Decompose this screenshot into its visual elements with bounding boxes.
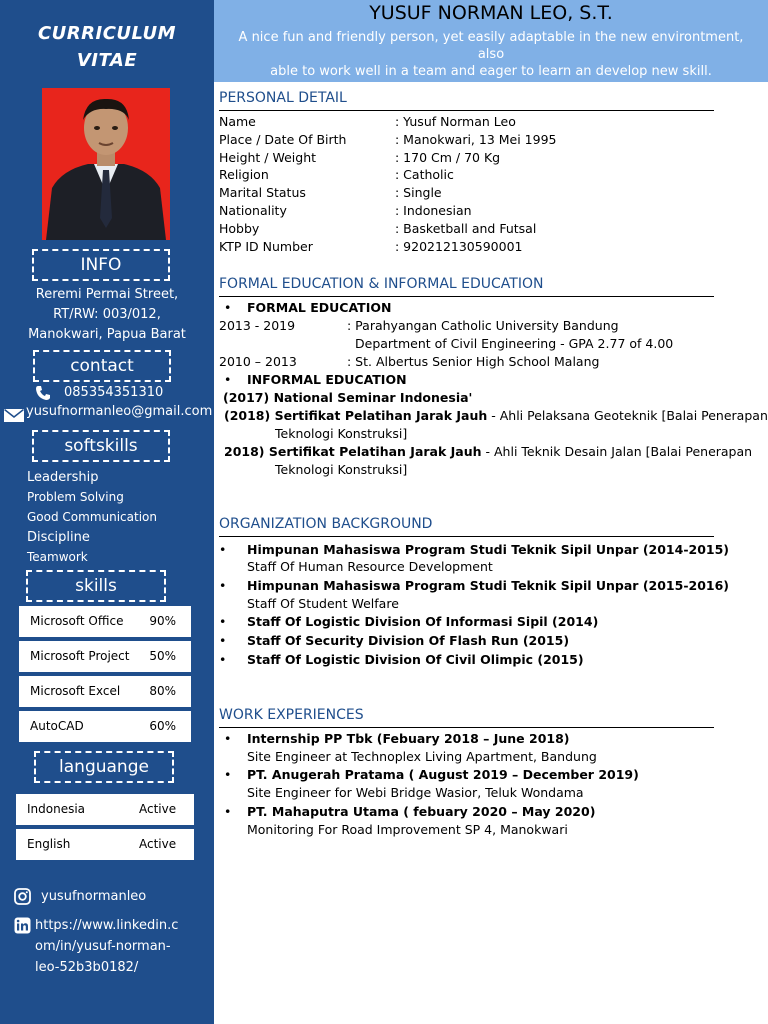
email-row[interactable] bbox=[4, 402, 214, 422]
informal-item-continuation: Teknologi Konstruksi] bbox=[275, 426, 408, 441]
detail-label: Religion bbox=[219, 167, 269, 182]
softskill-item: Problem Solving bbox=[27, 490, 124, 504]
detail-value: : Catholic bbox=[395, 167, 454, 182]
instagram-icon bbox=[14, 888, 31, 905]
skill-bar bbox=[19, 676, 191, 707]
informal-item-detail: - Ahli Pelaksana Geoteknik [Balai Penerapan bbox=[487, 408, 768, 423]
sidebar bbox=[0, 0, 214, 1024]
bullet-icon: • bbox=[224, 300, 232, 315]
skill-name: Microsoft Excel bbox=[30, 684, 121, 698]
about-text bbox=[224, 29, 758, 80]
info-heading: INFO bbox=[32, 249, 170, 281]
softskill-item: Good Communication bbox=[27, 510, 157, 524]
organization-title: Staff Of Security Division Of Flash Run (2015) bbox=[247, 633, 570, 648]
organization-heading: ORGANIZATION BACKGROUND bbox=[219, 514, 714, 537]
phone-number: 085354351310 bbox=[64, 385, 164, 400]
informal-item-continuation: Teknologi Konstruksi] bbox=[275, 462, 408, 477]
envelope-icon bbox=[4, 407, 24, 426]
informal-education-heading: INFORMAL EDUCATION bbox=[247, 372, 407, 387]
skill-name: Microsoft Project bbox=[30, 649, 130, 663]
bullet-icon: • bbox=[224, 767, 232, 782]
detail-label: Height / Weight bbox=[219, 150, 317, 165]
contact-heading: contact bbox=[33, 350, 171, 382]
detail-value: : Yusuf Norman Leo bbox=[395, 114, 516, 129]
linkedin-url-line-1: https://www.linkedin.c bbox=[35, 918, 179, 933]
bullet-icon: • bbox=[219, 633, 227, 648]
detail-label: Place / Date Of Birth bbox=[219, 132, 347, 147]
work-role: Site Engineer at Technoplex Living Apartment, Bandung bbox=[247, 749, 597, 764]
organization-title: Staff Of Logistic Division Of Informasi Sipil (2014) bbox=[247, 614, 599, 629]
language-level: Active bbox=[139, 837, 177, 851]
skill-bar bbox=[19, 641, 191, 672]
bullet-icon: • bbox=[219, 614, 227, 629]
informal-item bbox=[224, 443, 753, 461]
organization-role: Staff Of Student Welfare bbox=[247, 596, 399, 611]
softskill-item: Leadership bbox=[27, 470, 99, 485]
skill-level: 80% bbox=[149, 684, 176, 698]
email-address: yusufnormanleo@gmail.com bbox=[26, 404, 213, 419]
detail-value: : Manokwari, 13 Mei 1995 bbox=[395, 132, 557, 147]
language-bar bbox=[16, 794, 194, 825]
informal-item-title: 2018) Sertifikat Pelatihan Jarak Jauh bbox=[224, 444, 482, 459]
bullet-icon: • bbox=[224, 372, 232, 387]
detail-label: Name bbox=[219, 114, 256, 129]
detail-value: : Basketball and Futsal bbox=[395, 221, 537, 236]
organization-title: Himpunan Mahasiswa Program Studi Teknik Sipil Unpar (2015-2016) bbox=[247, 578, 730, 593]
informal-item bbox=[224, 407, 768, 425]
address-line-1: Reremi Permai Street, bbox=[35, 287, 179, 302]
organization-role: Staff Of Human Resource Development bbox=[247, 559, 493, 574]
softskills-heading: softskills bbox=[32, 430, 170, 462]
detail-value: : Single bbox=[395, 185, 442, 200]
work-role: Monitoring For Road Improvement SP 4, Manokwari bbox=[247, 822, 568, 837]
about-line-2: able to work well in a team and eager to learn an develop new skill. bbox=[270, 64, 712, 79]
organization-title: Staff Of Logistic Division Of Civil Olimpic (2015) bbox=[247, 652, 584, 667]
skill-level: 50% bbox=[149, 649, 176, 663]
skill-level: 60% bbox=[149, 719, 176, 733]
work-heading: WORK EXPERIENCES bbox=[219, 705, 714, 728]
language-bar bbox=[16, 829, 194, 860]
skill-bar bbox=[19, 711, 191, 742]
detail-label: KTP ID Number bbox=[219, 239, 313, 254]
softskill-item: Teamwork bbox=[27, 550, 88, 564]
informal-item-title: (2017) National Seminar Indonesia' bbox=[223, 390, 473, 405]
instagram-handle: yusufnormanleo bbox=[41, 889, 147, 904]
organization-title: Himpunan Mahasiswa Program Studi Teknik Sipil Unpar (2014-2015) bbox=[247, 542, 730, 557]
detail-label: Hobby bbox=[219, 221, 260, 236]
education-years: 2013 - 2019 bbox=[219, 318, 296, 333]
skill-name: Microsoft Office bbox=[30, 614, 124, 628]
address-line-2: RT/RW: 003/012, bbox=[53, 307, 161, 322]
skill-level: 90% bbox=[149, 614, 176, 628]
work-role: Site Engineer for Webi Bridge Wasior, Teluk Wondama bbox=[247, 785, 584, 800]
education-years: 2010 – 2013 bbox=[219, 354, 297, 369]
detail-value: : Indonesian bbox=[395, 203, 472, 218]
detail-value: : 170 Cm / 70 Kg bbox=[395, 150, 501, 165]
profile-photo bbox=[42, 88, 170, 240]
bullet-icon: • bbox=[219, 542, 227, 557]
personal-detail-heading: PERSONAL DETAIL bbox=[219, 88, 714, 111]
bullet-icon: • bbox=[224, 804, 232, 819]
bullet-icon: • bbox=[219, 652, 227, 667]
detail-value: : 920212130590001 bbox=[395, 239, 523, 254]
full-name: YUSUF NORMAN LEO, S.T. bbox=[369, 2, 613, 24]
language-name: Indonesia bbox=[27, 802, 86, 816]
language-level: Active bbox=[139, 802, 177, 816]
instagram-row[interactable] bbox=[14, 886, 214, 908]
work-title: Internship PP Tbk (Febuary 2018 – June 2018) bbox=[247, 731, 570, 746]
education-heading: FORMAL EDUCATION & INFORMAL EDUCATION bbox=[219, 274, 714, 297]
linkedin-icon bbox=[14, 917, 31, 934]
linkedin-row[interactable] bbox=[14, 915, 214, 979]
cv-title-line2: VITAE bbox=[76, 50, 138, 71]
language-name: English bbox=[27, 837, 71, 851]
skill-bar bbox=[19, 606, 191, 637]
bullet-icon: • bbox=[224, 731, 232, 746]
informal-item-detail: - Ahli Teknik Desain Jalan [Balai Penerapan bbox=[481, 444, 753, 459]
bullet-icon: • bbox=[219, 578, 227, 593]
skill-name: AutoCAD bbox=[30, 719, 84, 733]
header-banner bbox=[214, 0, 768, 82]
detail-label: Nationality bbox=[219, 203, 287, 218]
about-line-1: A nice fun and friendly person, yet easily adaptable in the new environtment, also bbox=[238, 30, 744, 62]
detail-label: Marital Status bbox=[219, 185, 306, 200]
softskill-item: Discipline bbox=[27, 530, 90, 545]
education-institution: : Parahyangan Catholic University Bandung bbox=[347, 318, 619, 333]
informal-item-title: (2018) Sertifikat Pelatihan Jarak Jauh bbox=[224, 408, 488, 423]
work-title: PT. Mahaputra Utama ( febuary 2020 – May 2020) bbox=[247, 804, 596, 819]
skills-heading: skills bbox=[26, 570, 166, 602]
linkedin-url-line-2: om/in/yusuf-norman- bbox=[35, 939, 171, 954]
linkedin-url-line-3: leo-52b3b0182/ bbox=[35, 960, 139, 975]
informal-item bbox=[223, 389, 472, 407]
formal-education-heading: FORMAL EDUCATION bbox=[247, 300, 392, 315]
address-line-3: Manokwari, Papua Barat bbox=[28, 327, 186, 342]
work-title: PT. Anugerah Pratama ( August 2019 – December 2019) bbox=[247, 767, 639, 782]
language-heading: languange bbox=[34, 751, 174, 783]
education-institution: : St. Albertus Senior High School Malang bbox=[347, 354, 600, 369]
phone-row[interactable] bbox=[34, 383, 214, 403]
education-detail: Department of Civil Engineering - GPA 2.77 of 4.00 bbox=[355, 336, 674, 351]
cv-title-line1: CURRICULUM bbox=[37, 23, 177, 44]
